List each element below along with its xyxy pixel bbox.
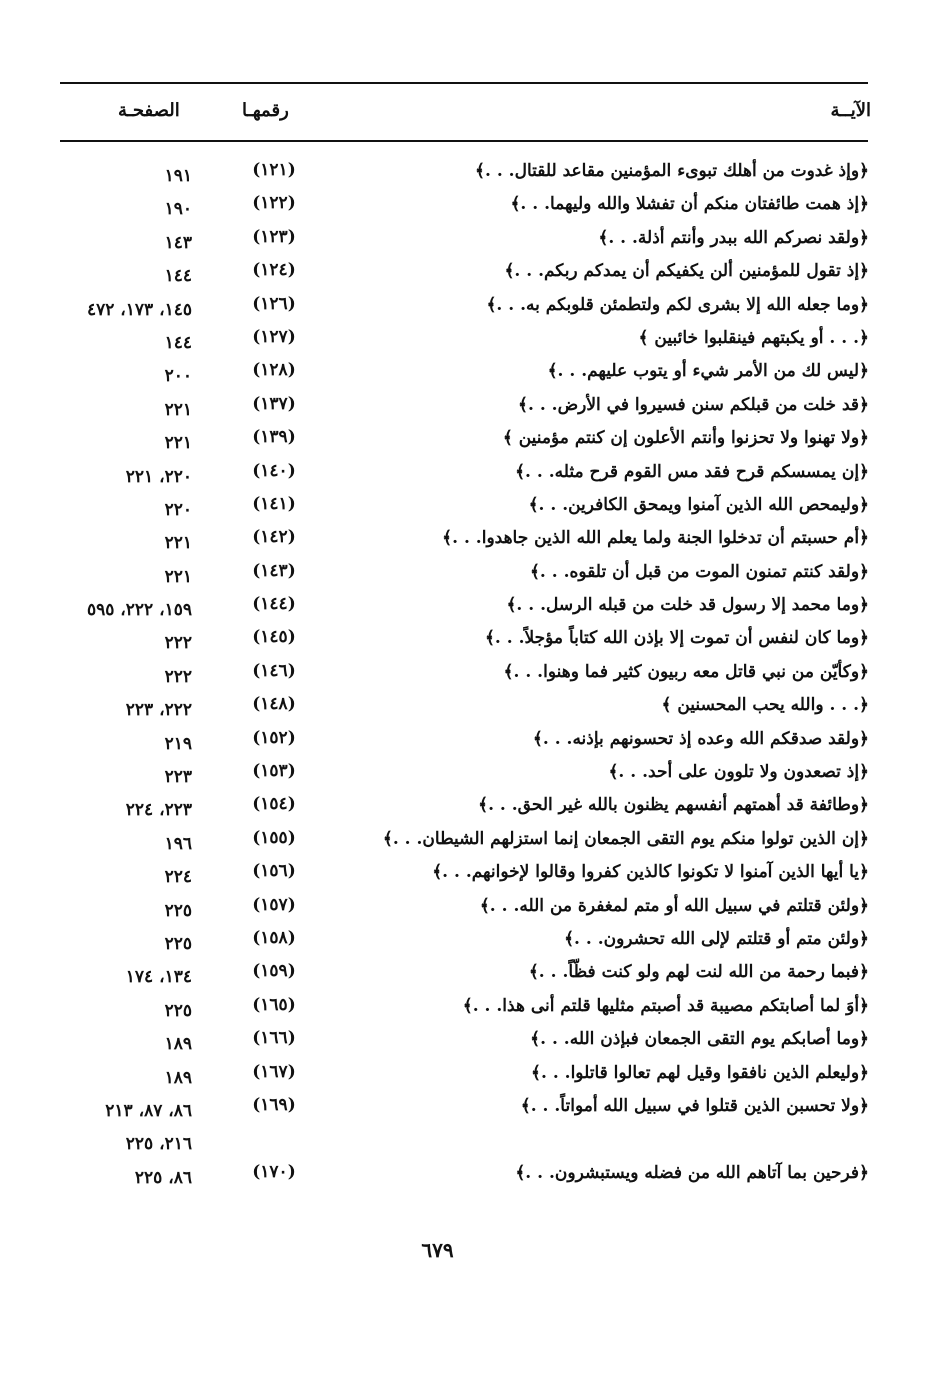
page-number: ٦٧٩ bbox=[421, 1238, 454, 1262]
page-references bbox=[30, 394, 192, 427]
page-references bbox=[30, 427, 192, 460]
verse-number: (١٣٧) bbox=[252, 393, 296, 414]
page-reference-line: ٢٢٥ bbox=[164, 933, 192, 954]
page-reference-line: ٢٢٥ bbox=[164, 1000, 192, 1021]
page-reference-line: ٨٦، ٨٧، ٢١٣ bbox=[105, 1100, 192, 1121]
verse-text: ﴿وإذ غدوت من أهلك تبوىء المؤمنين مقاعد للقتال. . .﴾ bbox=[475, 161, 869, 181]
verse-text: ﴿وليمحص الله الذين آمنوا ويمحق الكافرين. . .﴾ bbox=[528, 494, 869, 515]
page-references bbox=[30, 794, 192, 827]
verse-number: (١٤١) bbox=[252, 493, 296, 514]
page-reference-line: ١٤٥، ١٧٣، ٤٧٢ bbox=[86, 299, 192, 320]
index-table bbox=[0, 156, 951, 1191]
verse-text: ﴿يا أيها الذين آمنوا لا تكونوا كالذين كفروا وقالوا لإخوانهم. . .﴾ bbox=[432, 862, 869, 883]
page-references bbox=[30, 160, 192, 193]
verse-number: (١٥٩) bbox=[252, 961, 296, 982]
verse-number: (١٦٧) bbox=[252, 1061, 296, 1082]
verse-number: (١٤٠) bbox=[252, 460, 296, 481]
verse-number: (١٥٧) bbox=[252, 894, 296, 915]
page-reference-line: ٢١٦، ٢٢٥ bbox=[125, 1133, 192, 1154]
table-row bbox=[0, 891, 951, 924]
verse-number: (١٧٠) bbox=[252, 1161, 296, 1182]
page-reference-line: ٢٢١ bbox=[164, 566, 192, 587]
verse-text: ﴿أوَ لما أصابتكم مصيبة قد أصبتم مثليها قلتم أنى هذا. . .﴾ bbox=[462, 995, 869, 1016]
page-references bbox=[30, 1028, 192, 1061]
page-references bbox=[30, 193, 192, 226]
verse-text: ﴿أم حسبتم أن تدخلوا الجنة ولما يعلم الله الذين جاهدوا. . .﴾ bbox=[442, 528, 869, 549]
table-row bbox=[0, 323, 951, 356]
verse-text: ﴿وما أصابكم يوم التقى الجمعان فبإذن الله. . .﴾ bbox=[530, 1029, 869, 1050]
page-references bbox=[30, 627, 192, 660]
page-references bbox=[30, 327, 192, 360]
table-row bbox=[0, 290, 951, 323]
page-reference-line: ١٤٤ bbox=[164, 332, 192, 353]
verse-text: ﴿ولا تحسبن الذين قتلوا في سبيل الله أمواتاً. . .﴾ bbox=[520, 1095, 869, 1116]
table-row bbox=[0, 523, 951, 556]
page-reference-line: ٢٢٠ bbox=[164, 499, 192, 520]
page-references bbox=[30, 995, 192, 1028]
table-row bbox=[0, 156, 951, 189]
verse-text: ﴿ليس لك من الأمر شيء أو يتوب عليهم. . .﴾ bbox=[547, 361, 869, 382]
page-references bbox=[30, 360, 192, 393]
page-reference-line: ٢٢٤ bbox=[164, 867, 192, 888]
header-rule bbox=[60, 140, 868, 142]
page-reference-line: ١٤٤ bbox=[164, 266, 192, 287]
table-row bbox=[0, 1091, 951, 1158]
page-reference-line: ٢٢١ bbox=[164, 433, 192, 454]
verse-number: (١٤٥) bbox=[252, 627, 296, 648]
verse-text: ﴿وما جعله الله إلا بشرى لكم ولتطمئن قلوبكم به. . .﴾ bbox=[486, 294, 869, 315]
table-row bbox=[0, 490, 951, 523]
table-row bbox=[0, 223, 951, 256]
table-row bbox=[0, 957, 951, 990]
page-references bbox=[30, 928, 192, 961]
page-reference-line: ١٨٩ bbox=[164, 1034, 192, 1055]
verse-text: ﴿ولا تهنوا ولا تحزنوا وأنتم الأعلون إن كنتم مؤمنين ﴾ bbox=[502, 428, 869, 449]
table-row bbox=[0, 390, 951, 423]
table-row bbox=[0, 690, 951, 723]
table-row bbox=[0, 1024, 951, 1057]
verse-number: (١٤٦) bbox=[252, 660, 296, 681]
verse-number: (١٢٤) bbox=[252, 260, 296, 281]
page-reference-line: ٢١٩ bbox=[164, 733, 192, 754]
table-row bbox=[0, 423, 951, 456]
page-reference-line: ١٩١ bbox=[164, 166, 192, 186]
verse-text: ﴿وطائفة قد أهمتهم أنفسهم يظنون بالله غير الحق. . .﴾ bbox=[478, 795, 869, 816]
page-references bbox=[30, 895, 192, 928]
verse-number: (١٢٧) bbox=[252, 326, 296, 347]
verse-text: ﴿فرحين بما آتاهم الله من فضله ويستبشرون. . .﴾ bbox=[515, 1162, 869, 1183]
page-reference-line: ١٨٩ bbox=[164, 1067, 192, 1088]
verse-number: (١٢٢) bbox=[252, 193, 296, 214]
table-row bbox=[0, 457, 951, 490]
verse-number: (١٤٤) bbox=[252, 594, 296, 615]
verse-text: ﴿ولئن متم أو قتلتم لإلى الله تحشرون. . .﴾ bbox=[564, 928, 869, 949]
table-row bbox=[0, 924, 951, 957]
page-reference-line: ١٣٤، ١٧٤ bbox=[125, 967, 192, 988]
verse-number: (١٥٣) bbox=[252, 761, 296, 782]
verse-number: (١٢٨) bbox=[252, 360, 296, 381]
table-row bbox=[0, 623, 951, 656]
page-references bbox=[30, 728, 192, 761]
page-references bbox=[30, 828, 192, 861]
verse-number: (١٢١) bbox=[252, 160, 296, 180]
page-reference-line: ٢٢٠، ٢٢١ bbox=[125, 466, 192, 487]
table-row bbox=[0, 991, 951, 1024]
verse-column-header: الآيــة bbox=[830, 100, 871, 121]
page-reference-line: ٨٦، ٢٢٥ bbox=[134, 1167, 192, 1188]
page-references bbox=[30, 594, 192, 627]
page-reference-line: ١٥٩، ٢٢٢، ٥٩٥ bbox=[86, 600, 192, 621]
verse-text: ﴿وما كان لنفس أن تموت إلا بإذن الله كتاباً مؤجلاً. . .﴾ bbox=[484, 628, 869, 649]
page-reference-line: ١٩٦ bbox=[164, 833, 192, 854]
page-reference-line: ١٩٠ bbox=[164, 199, 192, 220]
verse-text: ﴿وليعلم الذين نافقوا وقيل لهم تعالوا قاتلوا. . .﴾ bbox=[531, 1062, 869, 1083]
verse-number: (١٥٥) bbox=[252, 827, 296, 848]
verse-number: (١٥٦) bbox=[252, 861, 296, 882]
verse-text: ﴿إذ همت طائفتان منكم أن تفشلا والله وليهما. . .﴾ bbox=[510, 194, 869, 215]
page-column-header: الصفحـة bbox=[118, 100, 180, 121]
verse-text: ﴿إذ تصعدون ولا تلوون على أحد. . .﴾ bbox=[608, 762, 869, 783]
page-reference-line: ٢٢١ bbox=[164, 533, 192, 554]
page-references bbox=[30, 661, 192, 694]
table-row bbox=[0, 824, 951, 857]
table-row bbox=[0, 189, 951, 222]
verse-number: (١٦٩) bbox=[252, 1094, 296, 1115]
verse-number: (١٣٩) bbox=[252, 427, 296, 448]
verse-text: ﴿ولقد صدقكم الله وعده إذ تحسونهم بإذنه. . .﴾ bbox=[532, 728, 869, 749]
page-reference-line: ١٤٣ bbox=[164, 232, 192, 253]
page-references bbox=[30, 1062, 192, 1095]
verse-text: ﴿إن يمسسكم قرح فقد مس القوم قرح مثله. . .﴾ bbox=[515, 461, 869, 482]
verse-text: ﴿ولقد نصركم الله ببدر وأنتم أذلة. . .﴾ bbox=[598, 227, 869, 248]
page-references bbox=[30, 694, 192, 727]
page-references bbox=[30, 494, 192, 527]
page-references bbox=[30, 561, 192, 594]
table-row bbox=[0, 857, 951, 890]
verse-text: ﴿ولئن قتلتم في سبيل الله أو متم لمغفرة من الله. . .﴾ bbox=[479, 895, 869, 916]
verse-number: (١٥٨) bbox=[252, 927, 296, 948]
verse-number: (١٤٣) bbox=[252, 560, 296, 581]
verse-text: ﴿وما محمد إلا رسول قد خلت من قبله الرسل. . .﴾ bbox=[506, 595, 869, 616]
verse-number: (١٢٣) bbox=[252, 226, 296, 247]
verse-text: ﴿فبما رحمة من الله لنت لهم ولو كنت فظّاً. . .﴾ bbox=[528, 962, 869, 983]
verse-number: (١٥٤) bbox=[252, 794, 296, 815]
page-reference-line: ٢٠٠ bbox=[164, 366, 192, 387]
page-references bbox=[30, 1095, 192, 1161]
verse-text: ﴿ولقد كنتم تمنون الموت من قبل أن تلقوه. . .﴾ bbox=[529, 561, 869, 582]
verse-number: (١٥٢) bbox=[252, 727, 296, 748]
table-row bbox=[0, 256, 951, 289]
page-reference-line: ٢٢٥ bbox=[164, 900, 192, 921]
page-reference-line: ٢٢٣ bbox=[164, 767, 192, 788]
verse-number: (١٤٨) bbox=[252, 694, 296, 715]
page-references bbox=[30, 861, 192, 894]
page-references bbox=[30, 461, 192, 494]
page-references bbox=[30, 527, 192, 560]
verse-number: (١٤٢) bbox=[252, 527, 296, 548]
table-row bbox=[0, 1158, 951, 1191]
verse-text: ﴿قد خلت من قبلكم سنن فسيروا في الأرض. . .﴾ bbox=[518, 394, 869, 415]
table-row bbox=[0, 724, 951, 757]
number-column-header: رقمهـا bbox=[242, 100, 289, 121]
page-references bbox=[30, 294, 192, 327]
verse-number: (١٦٦) bbox=[252, 1028, 296, 1049]
verse-text: ﴿. . . والله يحب المحسنين ﴾ bbox=[661, 695, 869, 716]
table-row bbox=[0, 557, 951, 590]
page-reference-line: ٢٢٢ bbox=[164, 666, 192, 687]
table-row bbox=[0, 790, 951, 823]
table-row bbox=[0, 356, 951, 389]
top-rule bbox=[60, 82, 868, 84]
table-row bbox=[0, 590, 951, 623]
verse-text: ﴿إن الذين تولوا منكم يوم التقى الجمعان إنما استزلهم الشيطان. . .﴾ bbox=[382, 828, 869, 849]
table-row bbox=[0, 1058, 951, 1091]
page-references bbox=[30, 761, 192, 794]
page-reference-line: ٢٢٢، ٢٢٣ bbox=[125, 700, 192, 721]
page-reference-line: ٢٢٢ bbox=[164, 633, 192, 654]
page-references bbox=[30, 260, 192, 293]
verse-text: ﴿وكأيّن من نبي قاتل معه ربيون كثير فما وهنوا. . .﴾ bbox=[503, 661, 869, 682]
verse-number: (١٦٥) bbox=[252, 994, 296, 1015]
page-reference-line: ٢٢٣، ٢٢٤ bbox=[125, 800, 192, 821]
table-row bbox=[0, 657, 951, 690]
page-references bbox=[30, 227, 192, 260]
verse-number: (١٢٦) bbox=[252, 293, 296, 314]
table-row bbox=[0, 757, 951, 790]
page-references bbox=[30, 1162, 192, 1195]
verse-text: ﴿إذ تقول للمؤمنين ألن يكفيكم أن يمدكم ربكم. . .﴾ bbox=[504, 261, 869, 282]
page-reference-line: ٢٢١ bbox=[164, 399, 192, 420]
page-references bbox=[30, 961, 192, 994]
verse-text: ﴿. . . أو يكبتهم فينقلبوا خائبين ﴾ bbox=[638, 327, 869, 348]
